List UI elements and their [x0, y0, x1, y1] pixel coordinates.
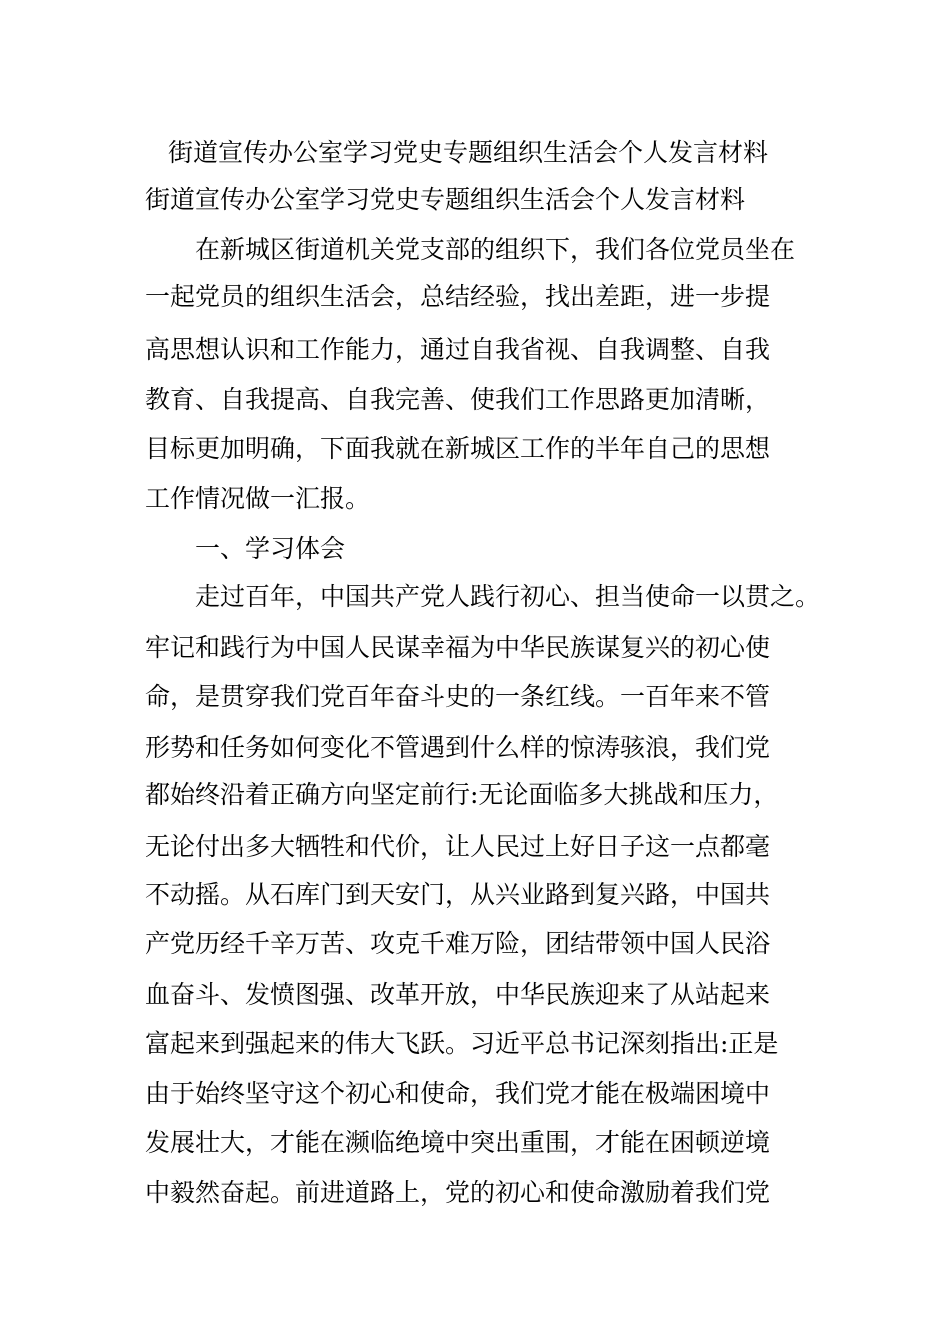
paragraph-line: 形势和任务如何变化不管遇到什么样的惊涛骇浪，我们党: [145, 733, 771, 762]
paragraph-line: 命，是贯穿我们党百年奋斗史的一条红线。一百年来不管: [145, 682, 771, 711]
paragraph-line: 工作情况做一汇报。: [145, 484, 371, 513]
document-title-repeat: 街道宣传办公室学习党史专题组织生活会个人发言材料: [145, 185, 746, 214]
paragraph-line: 不动摇。从石库门到天安门，从兴业路到复兴路，中国共: [145, 880, 771, 909]
document-title: 街道宣传办公室学习党史专题组织生活会个人发言材料: [168, 138, 769, 167]
paragraph-line: 目标更加明确，下面我就在新城区工作的半年自己的思想: [145, 434, 771, 463]
paragraph-line: 教育、自我提高、自我完善、使我们工作思路更加清晰，: [145, 385, 771, 414]
section-heading: 一、学习体会: [145, 534, 346, 563]
paragraph-line: 产党历经千辛万苦、攻克千难万险，团结带领中国人民浴: [145, 929, 771, 958]
paragraph-line: 富起来到强起来的伟大飞跃。习近平总书记深刻指出:正是: [145, 1029, 779, 1058]
paragraph-line: 发展壮大，才能在濒临绝境中突出重围，才能在困顿逆境: [145, 1128, 771, 1157]
paragraph-line: 在新城区街道机关党支部的组织下，我们各位党员坐在: [145, 235, 796, 264]
paragraph-line: 血奋斗、发愤图强、改革开放，中华民族迎来了从站起来: [145, 980, 771, 1009]
paragraph-line: 高思想认识和工作能力，通过自我省视、自我调整、自我: [145, 335, 771, 364]
paragraph-line: 牢记和践行为中国人民谋幸福为中华民族谋复兴的初心使: [145, 633, 771, 662]
paragraph-line: 走过百年，中国共产党人践行初心、担当使命一以贯之。: [145, 582, 821, 611]
paragraph-line: 由于始终坚守这个初心和使命，我们党才能在极端困境中: [145, 1079, 771, 1108]
paragraph-line: 无论付出多大牺牲和代价，让人民过上好日子这一点都毫: [145, 832, 771, 861]
paragraph-line: 都始终沿着正确方向坚定前行:无论面临多大挑战和压力，: [145, 780, 779, 809]
paragraph-line: 一起党员的组织生活会，总结经验，找出差距，进一步提: [145, 282, 771, 311]
paragraph-line: 中毅然奋起。前进道路上，党的初心和使命激励着我们党: [145, 1178, 771, 1207]
